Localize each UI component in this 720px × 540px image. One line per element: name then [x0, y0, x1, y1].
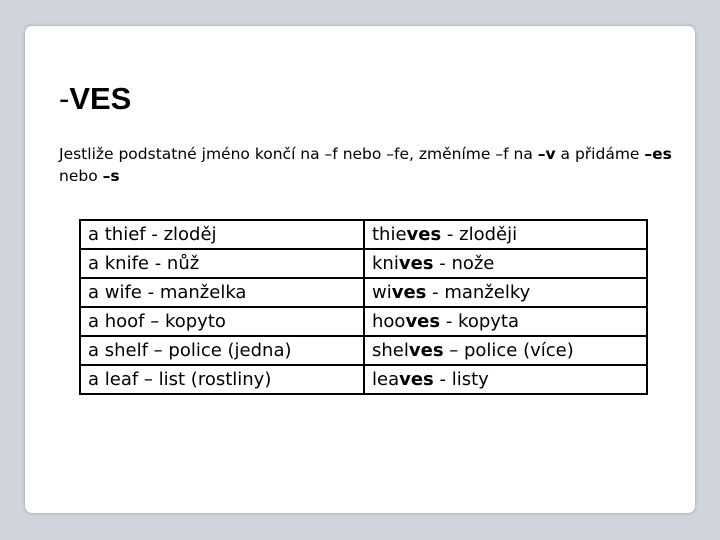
plural-translation: - listy — [433, 369, 489, 390]
plural-cell — [364, 249, 647, 278]
plural-ending: ves — [408, 340, 444, 361]
plural-translation: - nože — [433, 253, 495, 274]
plural-ending: ves — [405, 311, 441, 332]
plural-cell — [364, 307, 647, 336]
intro-text-3: nebo — [59, 167, 103, 185]
title-dash: - — [59, 81, 70, 116]
plural-translation: - kopyta — [440, 311, 519, 332]
intro-bold-s: –s — [102, 167, 120, 185]
plural-cell — [364, 336, 647, 365]
table-row — [80, 307, 647, 336]
table-row — [80, 365, 647, 394]
singular-cell: a shelf – police (jedna) — [80, 336, 364, 365]
plural-cell — [364, 278, 647, 307]
singular-cell: a knife - nůž — [80, 249, 364, 278]
plural-stem: lea — [372, 369, 400, 390]
plural-stem: kni — [372, 253, 399, 274]
plural-ending: ves — [398, 253, 434, 274]
plural-translation: - manželky — [426, 282, 531, 303]
plural-stem: wi — [372, 282, 392, 303]
table-row — [80, 278, 647, 307]
singular-cell: a hoof – kopyto — [80, 307, 364, 336]
plural-stem: hoo — [372, 311, 406, 332]
plural-translation: – police (více) — [443, 340, 574, 361]
plural-ending: ves — [399, 369, 434, 390]
intro-text-2: a přidáme — [555, 145, 645, 163]
table-row — [80, 336, 647, 365]
table-row — [80, 249, 647, 278]
plural-ending: ves — [391, 282, 427, 303]
plural-stem: shel — [372, 340, 409, 361]
page-title — [59, 80, 131, 118]
singular-cell: a thief - zloděj — [80, 220, 364, 249]
singular-cell: a wife - manželka — [80, 278, 364, 307]
plural-cell — [364, 220, 647, 249]
singular-cell: a leaf – list (rostliny) — [80, 365, 364, 394]
plural-translation: - zloději — [441, 224, 518, 245]
intro-bold-es: –es — [644, 145, 672, 163]
plural-cell — [364, 365, 647, 394]
intro-text-1: Jestliže podstatné jméno končí na –f nebo –fe, změníme –f na — [59, 145, 538, 163]
vocabulary-table — [79, 219, 648, 395]
table-row — [80, 220, 647, 249]
intro-bold-v: –v — [537, 145, 556, 163]
plural-ending: ves — [406, 224, 442, 245]
intro-paragraph — [59, 143, 689, 187]
title-ves: VES — [69, 81, 132, 116]
plural-stem: thie — [372, 224, 407, 245]
